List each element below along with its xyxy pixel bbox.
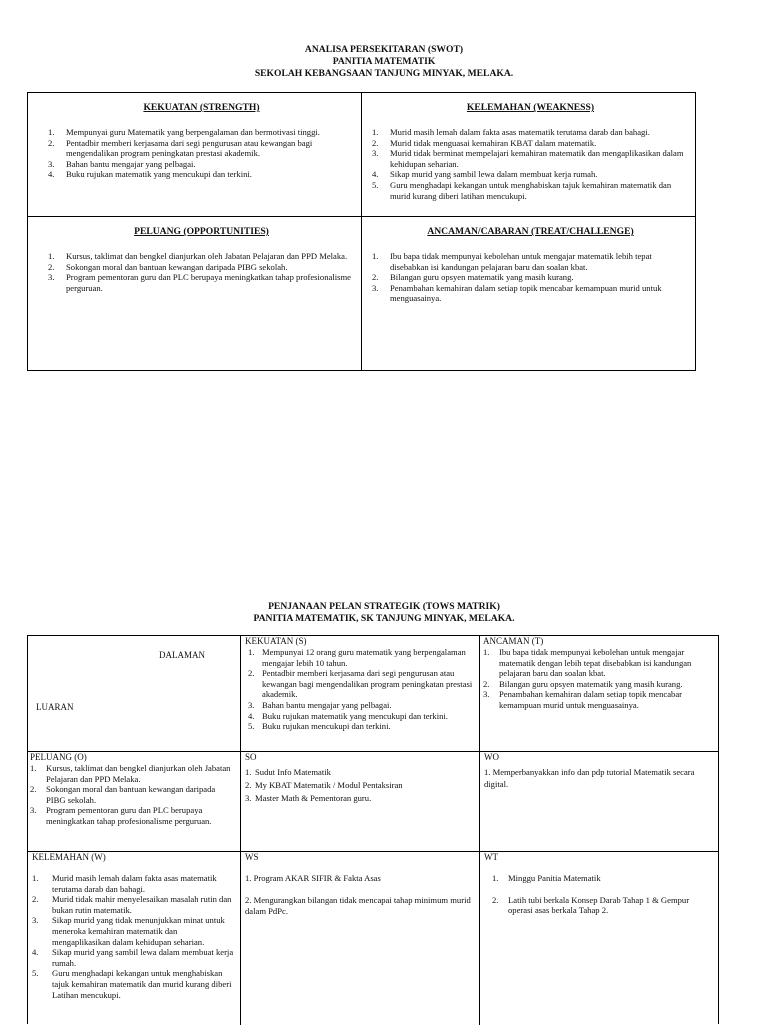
list-item: 3. Program pementoran guru dan PLC berupaya meningkatkan tahap profesionalisme perguruan. xyxy=(30,805,212,826)
list-item: 2. My KBAT Matematik / Modul Pentaksiran xyxy=(245,780,403,790)
kelemahan-label: KELEMAHAN (W) xyxy=(32,852,106,862)
tows-corner xyxy=(28,636,240,751)
list-item: 2. Pentadbir memberi kerjasama dari segi pengurusan atau kewangan bagi mengendalikan program peningkatan prestasi akademik. xyxy=(48,137,313,159)
ancaman-list xyxy=(483,647,714,711)
wo-text: 1. Memperbanyakkan info dan pdp tutorial Matematik secara digital. xyxy=(484,767,695,789)
kekuatan-label: KEKUATAN (S) xyxy=(245,636,307,646)
list-item: 1. Mempunyai guru Matematik yang berpengalaman dan bermotivasi tinggi. xyxy=(48,127,320,137)
list-item: 3. Bahan bantu mengajar yang pelbagai. xyxy=(248,699,392,710)
tows-table xyxy=(27,635,719,1024)
threats-list xyxy=(372,251,689,304)
list-item: 3. Master Math & Pementoran guru. xyxy=(245,793,372,803)
ws-item-2: 2. Mengurangkan bilangan tidak mencapai tahap minimum murid dalam PdPc. xyxy=(245,895,471,916)
list-item: 2. Latih tubi berkala Konsep Darab Tahap 1 & Gempur operasi asas berkala Tahap 2. xyxy=(492,894,690,916)
list-item: 3. Murid tidak berminat mempelajari kemahiran matematik dan mengaplikasikan dalam kehidupan seharian. xyxy=(372,148,684,169)
ancaman-cell xyxy=(480,636,718,751)
tows-title-line: PANITIA MATEMATIK, SK TANJUNG MINYAK, MELAKA. xyxy=(253,613,515,624)
tows-title-line: PENJANAAN PELAN STRATEGIK (TOWS MATRIK) xyxy=(268,601,500,612)
so-cell xyxy=(241,752,479,851)
kekuatan-list xyxy=(245,647,475,732)
peluang-list xyxy=(30,763,236,827)
list-item: 1. Sudut Info Matematik xyxy=(245,767,331,777)
kekuatan-cell xyxy=(241,636,479,751)
list-item: 2. Sokongan moral dan bantuan kewangan daripada PIBG sekolah. xyxy=(30,784,216,805)
wo-cell xyxy=(480,752,718,851)
list-item: 2. Sokongan moral dan bantuan kewangan daripada PIBG sekolah. xyxy=(48,261,288,272)
strength-list xyxy=(48,127,355,180)
weakness-quadrant xyxy=(362,93,695,216)
so-label: SO xyxy=(245,752,257,762)
dalaman-label: DALAMAN xyxy=(159,650,205,660)
swot-title-line: PANITIA MATEMATIK xyxy=(332,56,436,67)
strength-title: KEKUATAN (STRENGTH) xyxy=(143,102,260,113)
list-item: 1. Minggu Panitia Matematik xyxy=(492,873,601,883)
list-item: 5. Buku rujukan mencukupi dan terkini. xyxy=(248,721,391,732)
opportunities-title: PELUANG (OPPORTUNITIES) xyxy=(134,226,269,237)
so-list xyxy=(245,766,475,805)
list-item: 1. Kursus, taklimat dan bengkel dianjurkan oleh Jabatan Pelajaran dan PPD Melaka. xyxy=(48,251,348,261)
list-item: 2. Bilangan guru opsyen matematik yang masih kurang. xyxy=(483,678,683,689)
wo-label: WO xyxy=(484,752,499,762)
list-item: 3. Penambahan kemahiran dalam setiap topik mencabar kemampuan murid untuk menguasainya. xyxy=(483,689,683,710)
wt-label: WT xyxy=(484,852,498,862)
list-item: 1. Kursus, taklimat dan bengkel dianjurkan oleh Jabatan Pelajaran dan PPD Melaka. xyxy=(30,763,231,784)
list-item: 1. Ibu bapa tidak mempunyai kebolehan untuk mengajar matematik lebih tepat disebabkan isi kandungan pelajaran baru dan soalan kbat. xyxy=(372,251,652,272)
threats-quadrant xyxy=(362,217,695,370)
swot-title-line: ANALISA PERSEKITARAN (SWOT) xyxy=(304,44,464,55)
kelemahan-list xyxy=(32,873,236,1000)
list-item: 3. Sikap murid yang tidak menunjukkan minat untuk meneroka kemahiran matematik dan mengaplikasikan dalam kehidupan seharian. xyxy=(32,915,225,947)
luaran-label: LUARAN xyxy=(36,702,74,712)
weakness-title: KELEMAHAN (WEAKNESS) xyxy=(466,102,595,113)
list-item: 3. Program pementoran guru dan PLC berupaya meningkatkan tahap profesionalisme perguruan. xyxy=(48,272,351,293)
list-item: 3. Penambahan kemahiran dalam setiap topik mencabar kemampuan murid untuk menguasainya. xyxy=(372,282,662,304)
opportunities-quadrant xyxy=(28,217,361,370)
weakness-list xyxy=(372,127,689,201)
list-item: 1. Ibu bapa tidak mempunyai kebolehan untuk mengajar matematik dengan lebih tepat disebabkan isi kandungan pelajaran baru dan soalan kbat. xyxy=(483,647,692,679)
list-item: 4. Buku rujukan matematik yang mencukupi dan terkini. xyxy=(48,169,252,180)
list-item: 4. Sikap murid yang sambil lewa dalam membuat kerja rumah. xyxy=(372,169,598,180)
opportunities-list xyxy=(48,251,355,293)
ws-cell xyxy=(241,852,479,1025)
list-item: 5. Guru menghadapi kekangan untuk menghabiskan tajuk kemahiran matematik dan murid kurang diberi latihan mencukupi. xyxy=(372,179,672,201)
list-item: 1. Mempunyai 12 orang guru matematik yang berpengalaman mengajar lebih 10 tahun. xyxy=(248,647,466,668)
list-item: 4. Sikap murid yang sambil lewa dalam membuat kerja rumah. xyxy=(32,947,234,968)
list-item: 2. Murid tidak menguasai kemahiran KBAT dalam matematik. xyxy=(372,137,597,148)
swot-title xyxy=(0,44,768,80)
wt-list xyxy=(484,873,710,916)
list-item: 1. Murid masih lemah dalam fakta asas matematik terutama darab dan bahagi. xyxy=(32,873,217,894)
tows-title xyxy=(0,601,768,625)
ws-label: WS xyxy=(245,852,259,862)
ws-item-1: 1. Program AKAR SIFIR & Fakta Asas xyxy=(245,873,381,883)
list-item: 2. Murid tidak mahir menyelesaikan masalah rutin dan bukan rutin matematik. xyxy=(32,894,232,915)
list-item: 2. Bilangan guru opsyen matematik yang masih kurang. xyxy=(372,272,574,283)
swot-table xyxy=(27,92,696,371)
list-item: 1. Murid masih lemah dalam fakta asas matematik terutama darab dan bahagi. xyxy=(372,127,650,137)
kelemahan-cell xyxy=(28,852,240,1025)
wt-cell xyxy=(480,852,718,1025)
threats-title: ANCAMAN/CABARAN (TREAT/CHALLENGE) xyxy=(427,226,634,237)
list-item: 3. Bahan bantu mengajar yang pelbagai. xyxy=(48,158,196,169)
list-item: 5. Guru menghadapi kekangan untuk menghabiskan tajuk kemahiran matematik dan murid kurang diberi Latihan mencukupi. xyxy=(32,968,232,1000)
list-item: 4. Buku rujukan matematik yang mencukupi dan terkini. xyxy=(248,710,448,721)
strength-quadrant xyxy=(28,93,361,216)
list-item: 2. Pentadbir memberi kerjasama dari segi pengurusan atau kewangan bagi mengendalikan program peningkatan prestasi akademik. xyxy=(248,668,473,700)
peluang-cell xyxy=(28,752,240,851)
peluang-label: PELUANG (O) xyxy=(30,752,87,762)
swot-title-line: SEKOLAH KEBANGSAAN TANJUNG MINYAK, MELAKA. xyxy=(254,68,514,79)
ancaman-label: ANCAMAN (T) xyxy=(483,636,544,646)
